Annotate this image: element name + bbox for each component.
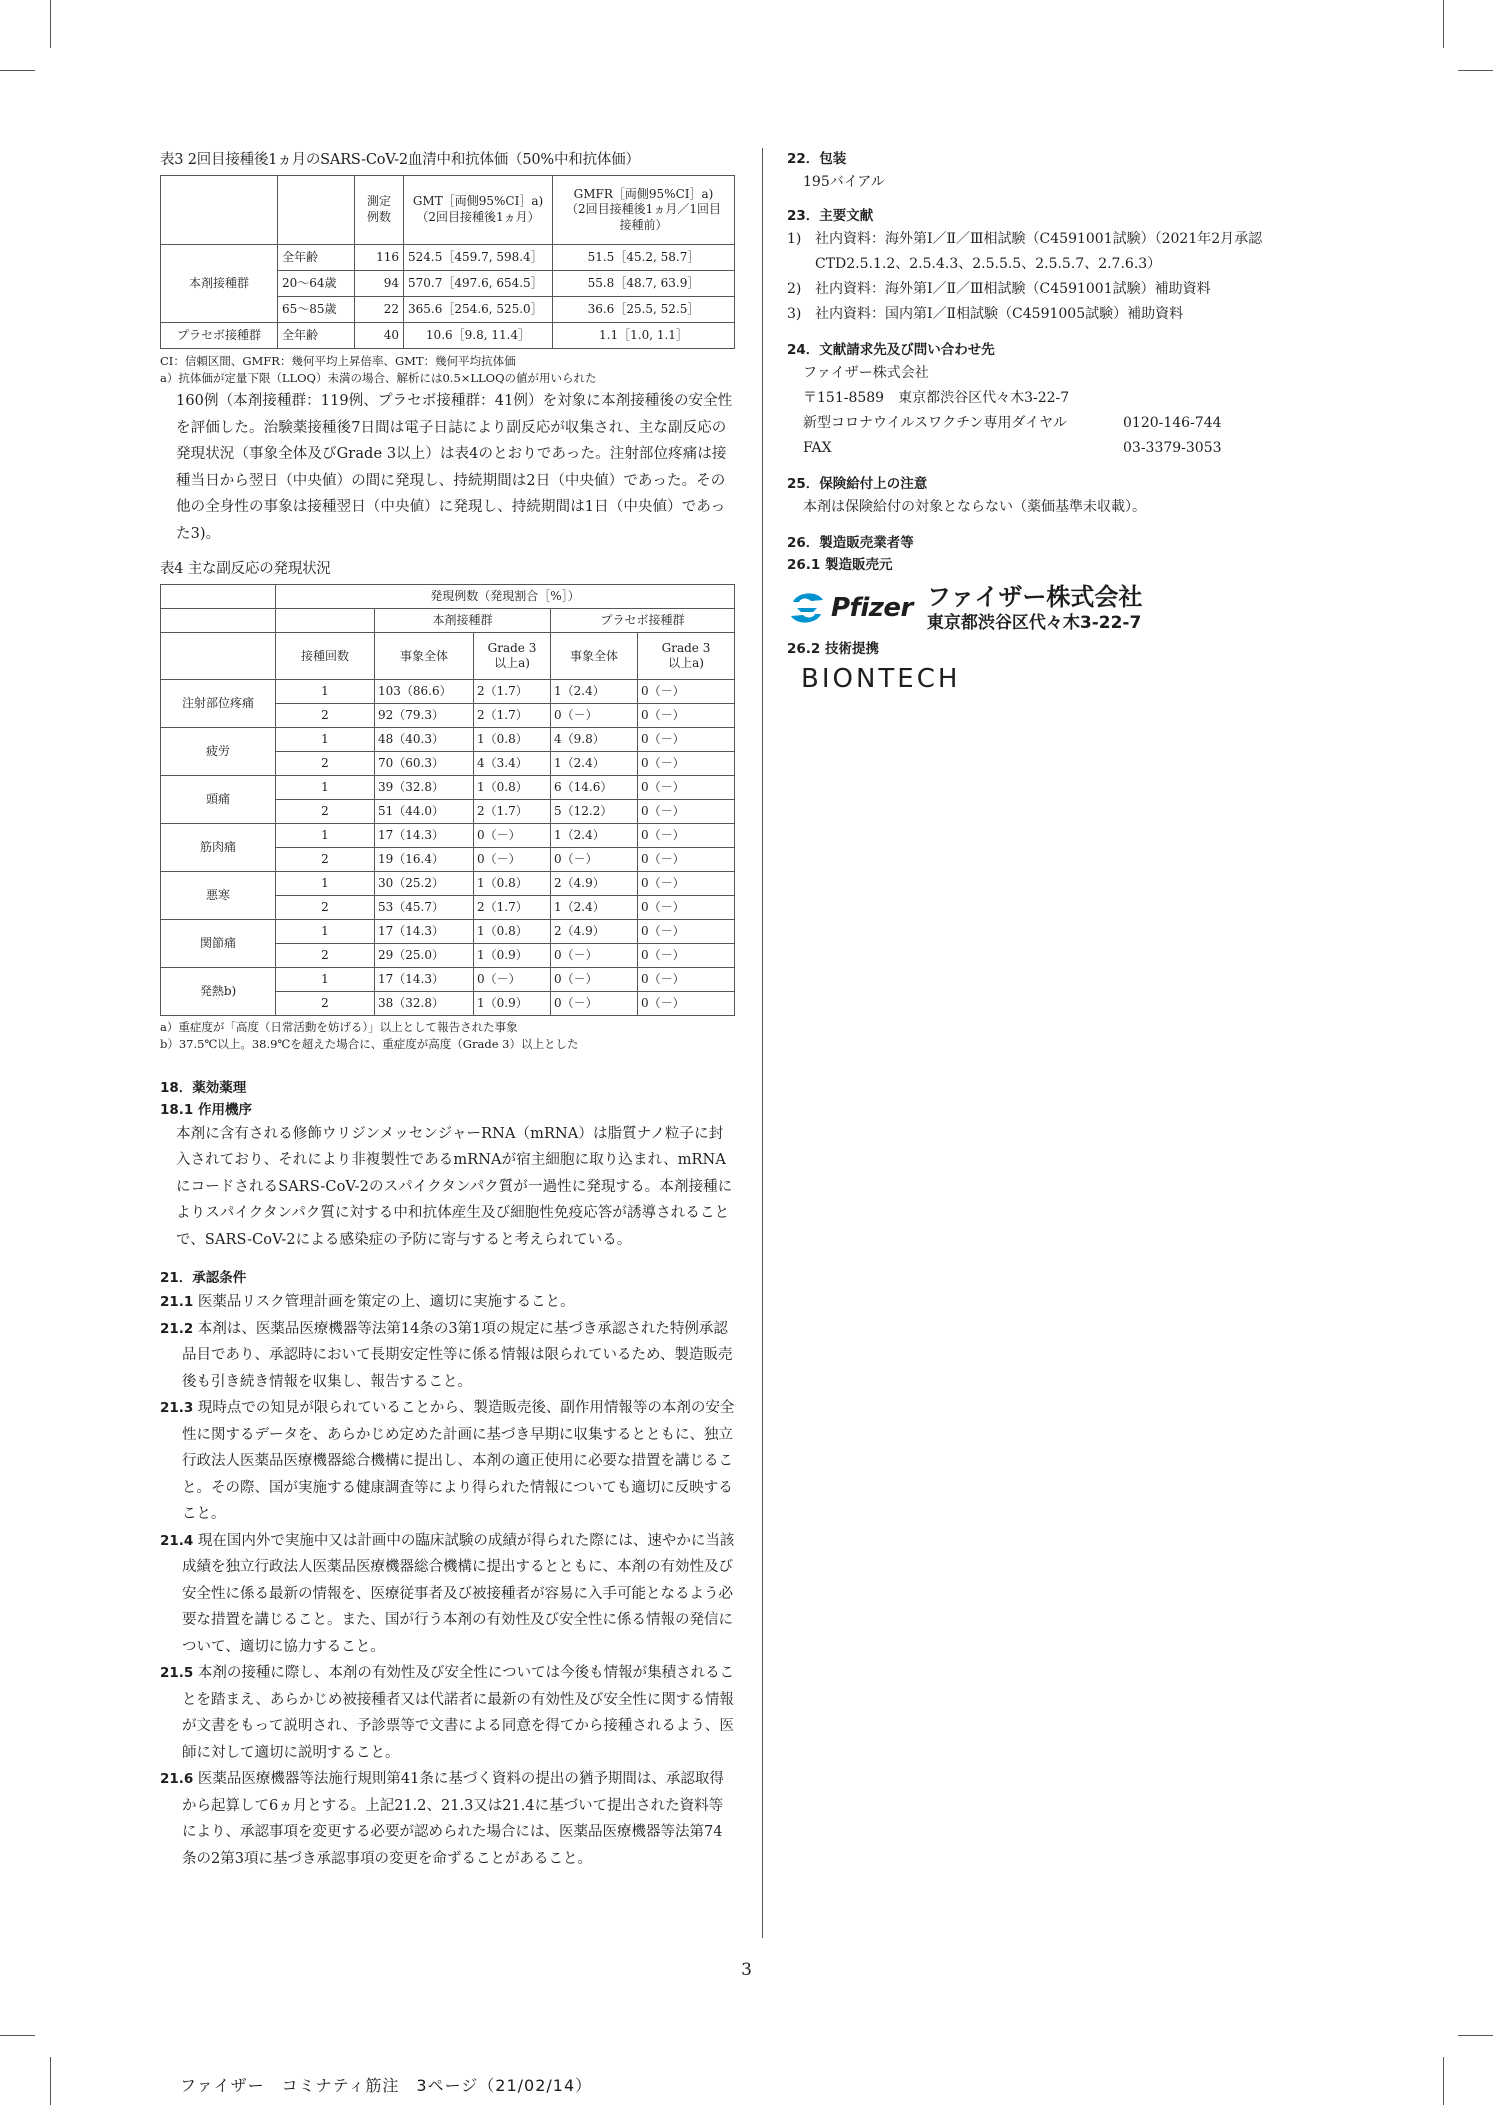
table-row [161, 920, 735, 944]
table-cell: 38（32.8） [375, 992, 474, 1016]
table-cell: 17（14.3） [375, 920, 474, 944]
event-name: 発熱b) [161, 968, 276, 1016]
approval-conditions [160, 1289, 735, 1872]
reference-item [787, 302, 1347, 327]
contact-company: ファイザー株式会社 [803, 365, 929, 381]
table-cell: 1 [276, 872, 375, 896]
table-cell: 4（9.8） [551, 728, 638, 752]
table-cell: 0（－） [638, 944, 735, 968]
table-row [161, 872, 735, 896]
table4-caption: 表4 主な副反応の発現状況 [160, 561, 331, 578]
table-cell: 2（4.9） [551, 872, 638, 896]
table-cell: 2（1.7） [474, 704, 551, 728]
table-cell: 29（25.0） [375, 944, 474, 968]
table3-note: a）抗体価が定量下限（LLOQ）未満の場合、解析には0.5×LLOQの値が用いられた [160, 370, 597, 385]
table-row: 本剤接種群 全年齢 116 524.5［459.7, 598.4］ 51.5［45.2, 58.7］ [161, 245, 735, 271]
table-cell: 1（0.9） [474, 944, 551, 968]
table3 [160, 175, 735, 349]
col-gmt: GMT［両側95%CI］a) （2回目接種後1ヵ月） [404, 176, 553, 245]
table-cell: 51（44.0） [375, 800, 474, 824]
section-18 [160, 1077, 735, 1254]
subsection-title: 26.1 製造販売元 [787, 557, 893, 573]
table-cell: 2 [276, 800, 375, 824]
section-title: 18．薬効薬理 [160, 1079, 247, 1096]
condition-text: 医薬品リスク管理計画を策定の上、適切に実施すること。 [197, 1294, 575, 1311]
table-cell: 0（－） [638, 704, 735, 728]
table-cell: 1 [276, 824, 375, 848]
table-cell: 0（－） [638, 728, 735, 752]
table-cell: 19（16.4） [375, 848, 474, 872]
table-cell: 0（－） [638, 752, 735, 776]
table4-head-all: 事象全体 [375, 633, 474, 680]
crop-mark [1443, 0, 1444, 48]
table-row [161, 824, 735, 848]
condition-text: 現時点での知見が限られていることから、製造販売後、副作用情報等の本剤の安全性に関するデータを、あらかじめ定めた計画に基づき早期に収集するとともに、独立行政法人医薬品医療機器総合機構に提出し、本剤の適正使用に必要な措置を講じること。その際、国が実施する健康調査等により得られた情報についても適切に反映すること。 [182, 1400, 735, 1523]
reference-item [787, 227, 1347, 277]
event-name: 疲労 [161, 728, 276, 776]
event-name: 悪寒 [161, 872, 276, 920]
table4-head-all: 事象全体 [551, 633, 638, 680]
page-footer: ファイザー コミナティ筋注 3ページ（21/02/14） [180, 2076, 593, 2095]
condition-item [160, 1395, 735, 1528]
condition-text: 本剤の接種に際し、本剤の有効性及び安全性については今後も情報が集積されることを踏まえ、あらかじめ被接種者又は代諾者に最新の有効性及び安全性に関する情報が文書をもって説明され、予診票等で文書による同意を得てから接種されるよう、医師に対して適切に説明すること。 [182, 1665, 735, 1761]
event-name: 頭痛 [161, 776, 276, 824]
table4-note: a）重症度が「高度（日常活動を妨げる）」以上として報告された事象 [160, 1020, 518, 1035]
corp-address: 東京都渋谷区代々木3-22-7 [926, 613, 1142, 633]
group-vaccine: 本剤接種群 [161, 245, 278, 323]
table-cell: 0（－） [638, 848, 735, 872]
table4-head-vaccine: 本剤接種群 [375, 609, 551, 633]
table4-note: b）37.5℃以上。38.9℃を超えた場合に、重症度が高度（Grade 3）以上とした [160, 1037, 579, 1052]
crop-mark [0, 70, 35, 71]
crop-mark [0, 2035, 35, 2036]
column-divider [762, 148, 763, 1938]
table4-head-top: 発現例数（発現割合［%］） [276, 585, 735, 609]
table-cell: 0（－） [551, 848, 638, 872]
table-cell: 6（14.6） [551, 776, 638, 800]
table-cell: 2（1.7） [474, 896, 551, 920]
section-title: 22．包装 [787, 151, 847, 167]
table-cell: 1 [276, 968, 375, 992]
reference-text: 社内資料：海外第Ⅰ／Ⅱ／Ⅲ相試験（C4591001試験）（2021年2月承認 CTD2.5.1.2、2.5.4.3、2.5.5.5、2.5.5.7、2.7.6.3） [815, 231, 1263, 272]
condition-number: 21.5 [160, 1665, 194, 1682]
reference-text: 社内資料：海外第Ⅰ／Ⅱ／Ⅲ相試験（C4591001試験）補助資料 [815, 281, 1211, 297]
table-cell: 0（－） [474, 848, 551, 872]
table-cell: 1 [276, 728, 375, 752]
section-title: 24．文献請求先及び問い合わせ先 [787, 342, 995, 358]
event-name: 筋肉痛 [161, 824, 276, 872]
crop-mark [1458, 2035, 1493, 2036]
subsection-title: 18.1 作用機序 [160, 1101, 253, 1118]
table-cell: 1（0.8） [474, 920, 551, 944]
table-cell: 1（0.9） [474, 992, 551, 1016]
package-text: 195バイアル [803, 174, 885, 190]
table-cell: 4（3.4） [474, 752, 551, 776]
condition-text: 医薬品医療機器等法施行規則第41条に基づく資料の提出の猶予期間は、承認取得から起算して6ヵ月とする。上記21.2、21.3又は21.4に基づいて提出された資料等により、承認事項を変更する必要が認められた場合には、医薬品医療機器等法第74条の2第3項に基づき承認事項の変更を命ずることがあること。 [182, 1771, 724, 1867]
table-cell: 2 [276, 848, 375, 872]
reference-text: 社内資料：国内第Ⅰ／Ⅱ相試験（C4591005試験）補助資料 [815, 306, 1184, 322]
insurance-text: 本剤は保険給付の対象とならない（薬価基準未収載）。 [803, 499, 1146, 515]
table-cell: 1（0.8） [474, 872, 551, 896]
table-cell: 0（－） [638, 992, 735, 1016]
condition-item [160, 1289, 735, 1316]
table-cell: 0（－） [638, 824, 735, 848]
pfizer-logo [787, 588, 913, 628]
table-cell: 2 [276, 992, 375, 1016]
condition-number: 21.4 [160, 1532, 194, 1549]
condition-item [160, 1528, 735, 1661]
table-cell: 0（－） [638, 776, 735, 800]
left-column [160, 148, 735, 1872]
table-row [161, 968, 735, 992]
table-cell: 0（－） [551, 992, 638, 1016]
condition-number: 21.2 [160, 1320, 194, 1337]
table-row: 20～64歳 94 570.7［497.6, 654.5］ 55.8［48.7, 63.9］ [161, 271, 735, 297]
contact-address: 〒151-8589 東京都渋谷区代々木3-22-7 [803, 390, 1070, 406]
col-gmfr: GMFR［両側95%CI］a) （2回目接種後1ヵ月／1回目 接種前） [553, 176, 735, 245]
table-cell: 2（4.9） [551, 920, 638, 944]
table-row [161, 680, 735, 704]
condition-text: 現在国内外で実施中又は計画中の臨床試験の成績が得られた際には、速やかに当該成績を独立行政法人医薬品医療機器総合機構に提出するとともに、本剤の有効性及び安全性に係る最新の情報を、医療従事者及び被接種者が容易に入手可能となるよう必要な措置を講じること。また、国が行う本剤の有効性及び安全性に係る情報の発信について、適切に協力すること。 [182, 1532, 735, 1655]
table-cell: 0（－） [474, 968, 551, 992]
table-cell: 2 [276, 896, 375, 920]
group-placebo: プラセボ接種群 [161, 323, 278, 349]
table-cell: 1 [276, 680, 375, 704]
table-cell: 0（－） [551, 968, 638, 992]
right-column [787, 148, 1347, 694]
table-cell: 1 [276, 920, 375, 944]
table-row [161, 728, 735, 752]
table3-caption: 表3 2回目接種後1ヵ月のSARS-CoV-2血清中和抗体価（50%中和抗体価） [160, 152, 640, 168]
condition-text: 本剤は、医薬品医療機器等法第14条の3第1項の規定に基づき承認された特例承認品目であり、承認時において長期安定性等に係る情報は限られているため、製造販売後も引き続き情報を収集し、報告すること。 [182, 1320, 733, 1390]
contact-dial: 新型コロナウイルスワクチン専用ダイヤル 0120-146-744 [803, 415, 1222, 431]
table-cell: 17（14.3） [375, 824, 474, 848]
reference-number: 2) [787, 281, 802, 297]
table-header-row [161, 176, 735, 245]
manufacturer-logo [787, 582, 1347, 634]
table-cell: 0（－） [474, 824, 551, 848]
pfizer-wordmark: Pfizer [831, 593, 913, 623]
table-cell: 0（－） [638, 680, 735, 704]
table-cell: 1（0.8） [474, 728, 551, 752]
table-cell: 2 [276, 752, 375, 776]
table-cell: 2 [276, 944, 375, 968]
table4-head-placebo: プラセボ接種群 [551, 609, 735, 633]
table-cell: 0（－） [638, 968, 735, 992]
crop-mark [50, 0, 51, 48]
table-cell: 0（－） [551, 704, 638, 728]
condition-item [160, 1660, 735, 1766]
table-cell: 2（1.7） [474, 800, 551, 824]
section-title: 25．保険給付上の注意 [787, 476, 928, 492]
col-n: 測定 例数 [355, 176, 404, 245]
condition-number: 21.1 [160, 1294, 194, 1311]
table-cell: 1（0.8） [474, 776, 551, 800]
table-row: プラセボ接種群 全年齢 40 10.6［9.8, 11.4］ 1.1［1.0, 1.1］ [161, 323, 735, 349]
condition-number: 21.3 [160, 1400, 194, 1417]
table-row [161, 776, 735, 800]
biontech-logo: BIONTECH [801, 664, 961, 694]
table-cell: 0（－） [551, 944, 638, 968]
corp-name: ファイザー株式会社 [926, 583, 1143, 611]
event-name: 関節痛 [161, 920, 276, 968]
table-cell: 92（79.3） [375, 704, 474, 728]
section-title: 26．製造販売業者等 [787, 535, 914, 551]
section-title: 21．承認条件 [160, 1270, 247, 1287]
table-cell: 30（25.2） [375, 872, 474, 896]
condition-item [160, 1316, 735, 1396]
safety-paragraph: 160例（本剤接種群：119例、プラセボ接種群：41例）を対象に本剤接種後の安全性を評価した。治験薬接種後7日間は電子日誌により副反応が収集され、主な副反応の発現状況（事象全体及びGrade 3以上）は表4のとおりであった。注射部位疼痛は接種当日から翌日（中央値）の間に発現し、持続期間は2日（中央値）であった。その他の全身性の事象は接種翌日（中央値）に発現し、持続期間は1日（中央値）であった3)。 [176, 393, 733, 542]
table4-head-g3: Grade 3 以上a) [638, 633, 735, 680]
table3-note: CI：信頼区間、GMFR：幾何平均上昇倍率、GMT：幾何平均抗体価 [160, 354, 516, 368]
table-cell: 0（－） [638, 920, 735, 944]
mechanism-text: 本剤に含有される修飾ウリジンメッセンジャーRNA（mRNA）は脂質ナノ粒子に封入されており、それにより非複製性であるmRNAが宿主細胞に取り込まれ、mRNAにコードされるSARS-CoV-2のスパイクタンパク質が一過性に発現する。本剤接種によりスパイクタンパク質に対する中和抗体産生及び細胞性免疫応答が誘導されることで、SARS-CoV-2による感染症の予防に寄与すると考えられている。 [176, 1125, 733, 1248]
table-cell: 2（1.7） [474, 680, 551, 704]
event-name: 注射部位疼痛 [161, 680, 276, 728]
table-cell: 1（2.4） [551, 680, 638, 704]
reference-item [787, 277, 1347, 302]
table-cell: 1（2.4） [551, 752, 638, 776]
table4-head-g3: Grade 3 以上a) [474, 633, 551, 680]
reference-number: 3) [787, 306, 802, 322]
crop-mark [1443, 2057, 1444, 2105]
pfizer-swirl-icon [787, 588, 827, 628]
table-cell: 0（－） [638, 896, 735, 920]
table-cell: 5（12.2） [551, 800, 638, 824]
crop-mark [50, 2057, 51, 2105]
table-cell: 53（45.7） [375, 896, 474, 920]
table-cell: 1 [276, 776, 375, 800]
table-cell: 2 [276, 704, 375, 728]
table-cell: 39（32.8） [375, 776, 474, 800]
reference-list [787, 227, 1347, 327]
condition-number: 21.6 [160, 1771, 194, 1788]
section-21 [160, 1267, 735, 1872]
table-cell: 48（40.3） [375, 728, 474, 752]
contact-fax: FAX 03-3379-3053 [803, 440, 1222, 456]
table4-head-dose: 接種回数 [276, 633, 375, 680]
condition-item [160, 1766, 735, 1872]
page-number: 3 [741, 1960, 752, 1980]
crop-mark [1458, 70, 1493, 71]
table-cell: 70（60.3） [375, 752, 474, 776]
table4 [160, 584, 735, 1016]
table-row: 65～85歳 22 365.6［254.6, 525.0］ 36.6［25.5, 52.5］ [161, 297, 735, 323]
table-cell: 1（2.4） [551, 824, 638, 848]
table-cell: 103（86.6） [375, 680, 474, 704]
table-cell: 17（14.3） [375, 968, 474, 992]
section-title: 23．主要文献 [787, 208, 874, 224]
table4-body [161, 680, 735, 1016]
table-cell: 0（－） [638, 872, 735, 896]
table-cell: 1（2.4） [551, 896, 638, 920]
table-cell: 0（－） [638, 800, 735, 824]
subsection-title: 26.2 技術提携 [787, 641, 880, 657]
reference-number: 1) [787, 231, 802, 247]
